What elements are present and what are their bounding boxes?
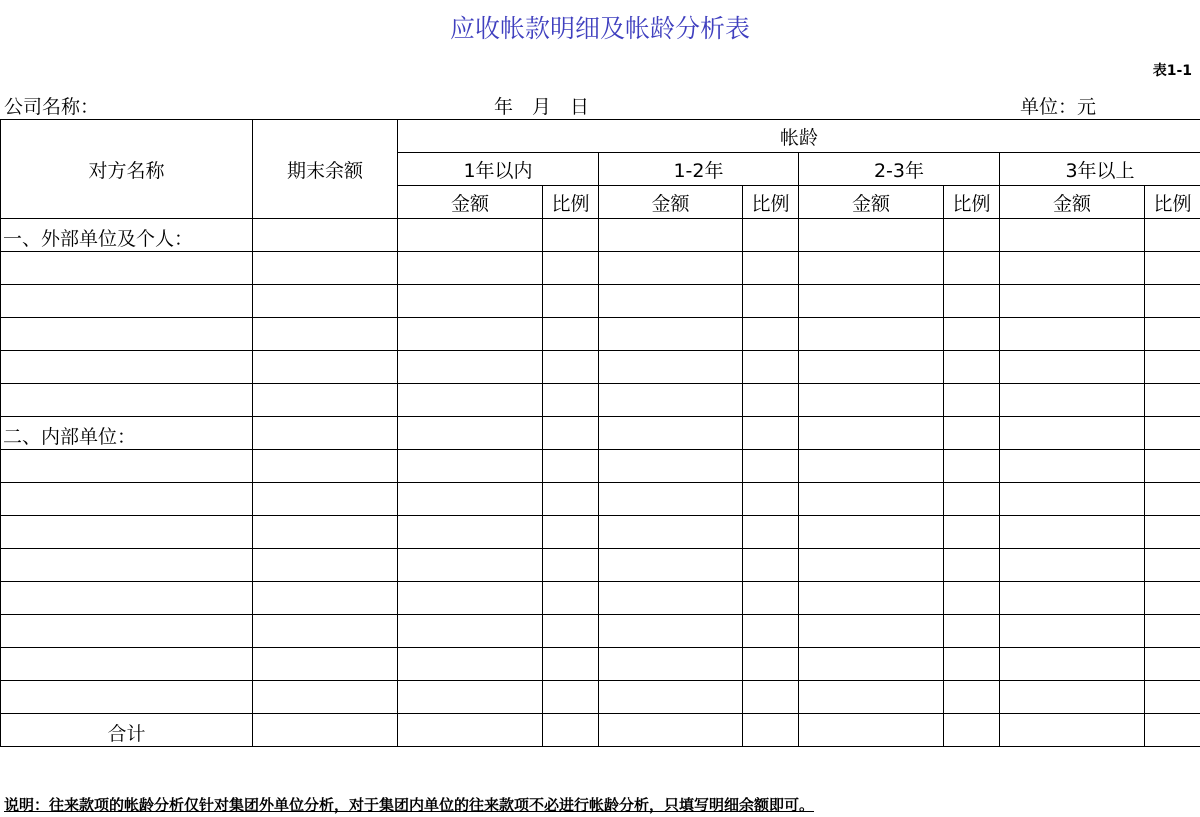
table-cell[interactable] [253, 582, 398, 615]
table-cell[interactable] [253, 384, 398, 417]
table-row [1, 648, 1200, 681]
table-cell[interactable] [398, 648, 543, 681]
header-amount: 金额 [1000, 186, 1145, 219]
table-cell[interactable] [398, 417, 543, 450]
table-cell[interactable] [743, 516, 799, 549]
header-bucket-4: 3年以上 [1000, 153, 1200, 186]
table-row [1, 483, 1200, 516]
table-cell[interactable] [253, 252, 398, 285]
table-cell[interactable] [253, 219, 398, 252]
table-cell[interactable] [398, 318, 543, 351]
table-row [1, 351, 1200, 384]
table-cell[interactable] [1145, 714, 1200, 747]
table-cell[interactable] [398, 483, 543, 516]
table-cell[interactable] [599, 384, 743, 417]
table-cell[interactable] [799, 417, 944, 450]
table-cell[interactable] [743, 318, 799, 351]
table-cell[interactable] [1145, 351, 1200, 384]
table-cell[interactable] [253, 285, 398, 318]
header-bucket-1: 1年以内 [398, 153, 599, 186]
table-cell[interactable] [1, 648, 253, 681]
table-cell[interactable] [599, 417, 743, 450]
section-row [1, 417, 1200, 450]
table-row [1, 285, 1200, 318]
table-row [1, 615, 1200, 648]
table-cell[interactable] [599, 483, 743, 516]
table-cell[interactable] [543, 516, 599, 549]
header-bucket-3: 2-3年 [799, 153, 1000, 186]
table-cell[interactable] [599, 681, 743, 714]
table-cell[interactable] [398, 582, 543, 615]
table-cell[interactable] [398, 615, 543, 648]
total-row [1, 714, 1200, 747]
table-number: 表1-1 [1152, 63, 1192, 79]
footnote: 说明：往来款项的帐龄分析仅针对集团外单位分析，对于集团内单位的往来款项不必进行帐龄分析，只填写明细余额即可。 [4, 796, 815, 814]
table-cell[interactable] [543, 483, 599, 516]
table-cell[interactable] [599, 318, 743, 351]
table-cell[interactable] [253, 714, 398, 747]
table-cell[interactable] [743, 417, 799, 450]
table-cell[interactable] [1000, 219, 1145, 252]
table-cell[interactable] [1000, 549, 1145, 582]
table-cell[interactable] [1000, 615, 1145, 648]
table-row [1, 516, 1200, 549]
table-cell[interactable] [1, 450, 253, 483]
table-cell[interactable] [398, 252, 543, 285]
table-cell[interactable] [1000, 351, 1145, 384]
table-cell[interactable] [799, 384, 944, 417]
table-cell[interactable] [944, 615, 1000, 648]
table-cell[interactable] [599, 351, 743, 384]
table-cell[interactable] [799, 648, 944, 681]
table-cell[interactable] [1145, 516, 1200, 549]
table-cell[interactable] [398, 384, 543, 417]
table-cell[interactable] [599, 615, 743, 648]
header-amount: 金额 [398, 186, 543, 219]
table-cell[interactable] [944, 318, 1000, 351]
section-internal-label: 二、内部单位： [1, 417, 253, 450]
table-cell[interactable] [743, 582, 799, 615]
table-cell[interactable] [743, 483, 799, 516]
table-row [1, 252, 1200, 285]
table-cell[interactable] [1145, 318, 1200, 351]
table-cell[interactable] [599, 648, 743, 681]
table-cell[interactable] [743, 252, 799, 285]
table-cell[interactable] [743, 681, 799, 714]
header-ratio: 比例 [543, 186, 599, 219]
header-ending-balance: 期末余额 [253, 120, 398, 219]
table-cell[interactable] [398, 714, 543, 747]
table-cell[interactable] [253, 615, 398, 648]
company-name-label: 公司名称： [4, 96, 100, 118]
table-cell[interactable] [1000, 252, 1145, 285]
table-cell[interactable] [1, 483, 253, 516]
table-cell[interactable] [944, 714, 1000, 747]
table-cell[interactable] [799, 450, 944, 483]
table-cell[interactable] [743, 615, 799, 648]
table-cell[interactable] [799, 516, 944, 549]
table-cell[interactable] [1145, 483, 1200, 516]
table-cell[interactable] [398, 549, 543, 582]
table-cell[interactable] [1, 285, 253, 318]
table-cell[interactable] [599, 450, 743, 483]
table-cell[interactable] [398, 285, 543, 318]
table-cell[interactable] [1000, 582, 1145, 615]
table-row [1, 582, 1200, 615]
section-row [1, 219, 1200, 252]
table-cell[interactable] [1, 582, 253, 615]
table-cell[interactable] [398, 516, 543, 549]
header-aging: 帐龄 [398, 120, 1200, 153]
table-cell[interactable] [398, 450, 543, 483]
table-cell[interactable] [599, 285, 743, 318]
table-cell[interactable] [543, 615, 599, 648]
table-cell[interactable] [1145, 450, 1200, 483]
table-cell[interactable] [253, 648, 398, 681]
table-cell[interactable] [543, 219, 599, 252]
table-cell[interactable] [1, 681, 253, 714]
table-cell[interactable] [599, 582, 743, 615]
table-cell[interactable] [799, 318, 944, 351]
header-ratio: 比例 [1145, 186, 1200, 219]
table-cell[interactable] [1000, 318, 1145, 351]
table-cell[interactable] [398, 351, 543, 384]
table-cell[interactable] [253, 417, 398, 450]
table-cell[interactable] [1000, 714, 1145, 747]
table-cell[interactable] [1145, 384, 1200, 417]
table-cell[interactable] [944, 351, 1000, 384]
table-cell[interactable] [543, 714, 599, 747]
table-cell[interactable] [1, 549, 253, 582]
table-cell[interactable] [799, 714, 944, 747]
table-cell[interactable] [944, 582, 1000, 615]
table-cell[interactable] [1145, 648, 1200, 681]
table-cell[interactable] [1000, 483, 1145, 516]
table-cell[interactable] [253, 483, 398, 516]
table-cell[interactable] [1, 384, 253, 417]
table-row [1, 681, 1200, 714]
table-cell[interactable] [1000, 384, 1145, 417]
table-cell[interactable] [543, 417, 599, 450]
table-cell[interactable] [398, 681, 543, 714]
table-cell[interactable] [1000, 450, 1145, 483]
table-cell[interactable] [543, 549, 599, 582]
table-row [1, 549, 1200, 582]
table-cell[interactable] [543, 351, 599, 384]
table-cell[interactable] [743, 450, 799, 483]
table-cell[interactable] [944, 384, 1000, 417]
table-cell[interactable] [543, 318, 599, 351]
table-cell[interactable] [599, 219, 743, 252]
header-ratio: 比例 [944, 186, 1000, 219]
report-title: 应收帐款明细及帐龄分析表 [449, 14, 750, 43]
table-cell[interactable] [799, 483, 944, 516]
table-cell[interactable] [743, 648, 799, 681]
table-cell[interactable] [799, 549, 944, 582]
header-bucket-2: 1-2年 [599, 153, 799, 186]
table-cell[interactable] [1145, 252, 1200, 285]
table-cell[interactable] [743, 285, 799, 318]
table-cell[interactable] [253, 318, 398, 351]
total-label: 合计 [1, 714, 253, 747]
table-cell[interactable] [743, 351, 799, 384]
section-external-label: 一、外部单位及个人： [1, 219, 253, 252]
header-counterparty: 对方名称 [1, 120, 253, 219]
table-cell[interactable] [1145, 285, 1200, 318]
table-cell[interactable] [944, 285, 1000, 318]
table-cell[interactable] [253, 351, 398, 384]
table-cell[interactable] [1145, 615, 1200, 648]
table-cell[interactable] [799, 252, 944, 285]
table-cell[interactable] [944, 681, 1000, 714]
table-cell[interactable] [944, 417, 1000, 450]
table-cell[interactable] [743, 384, 799, 417]
table-cell[interactable] [543, 252, 599, 285]
table-cell[interactable] [944, 450, 1000, 483]
table-cell[interactable] [1000, 516, 1145, 549]
table-cell[interactable] [1145, 582, 1200, 615]
table-cell[interactable] [1145, 219, 1200, 252]
table-cell[interactable] [944, 549, 1000, 582]
table-cell[interactable] [599, 252, 743, 285]
table-cell[interactable] [253, 450, 398, 483]
table-cell[interactable] [1, 351, 253, 384]
table-cell[interactable] [1145, 549, 1200, 582]
header-amount: 金额 [799, 186, 944, 219]
table-cell[interactable] [543, 681, 599, 714]
table-row [1, 450, 1200, 483]
table-cell[interactable] [799, 219, 944, 252]
table-cell[interactable] [743, 549, 799, 582]
table-cell[interactable] [1000, 681, 1145, 714]
table-cell[interactable] [1, 252, 253, 285]
table-cell[interactable] [1000, 285, 1145, 318]
table-row [1, 318, 1200, 351]
table-cell[interactable] [944, 483, 1000, 516]
table-cell[interactable] [543, 582, 599, 615]
table-cell[interactable] [599, 516, 743, 549]
table-cell[interactable] [944, 516, 1000, 549]
table-cell[interactable] [543, 450, 599, 483]
table-cell[interactable] [1, 615, 253, 648]
table-cell[interactable] [743, 219, 799, 252]
header-ratio: 比例 [743, 186, 799, 219]
table-row [1, 384, 1200, 417]
table-cell[interactable] [543, 648, 599, 681]
table-cell[interactable] [1000, 417, 1145, 450]
table-cell[interactable] [253, 516, 398, 549]
table-cell[interactable] [599, 714, 743, 747]
table-cell[interactable] [1145, 681, 1200, 714]
table-cell[interactable] [543, 285, 599, 318]
table-cell[interactable] [1, 318, 253, 351]
table-cell[interactable] [743, 714, 799, 747]
table-cell[interactable] [543, 384, 599, 417]
table-cell[interactable] [799, 615, 944, 648]
aging-table [0, 119, 1200, 747]
table-cell[interactable] [799, 351, 944, 384]
table-cell[interactable] [799, 582, 944, 615]
unit-label: 单位：元 [1020, 96, 1097, 118]
table-cell[interactable] [599, 549, 743, 582]
table-cell[interactable] [398, 219, 543, 252]
table-cell[interactable] [1000, 648, 1145, 681]
table-cell[interactable] [253, 549, 398, 582]
table-cell[interactable] [1, 516, 253, 549]
table-cell[interactable] [799, 285, 944, 318]
table-cell[interactable] [253, 681, 398, 714]
table-cell[interactable] [944, 252, 1000, 285]
table-cell[interactable] [944, 219, 1000, 252]
report-date-label: 年 月 日 [494, 96, 590, 118]
table-cell[interactable] [1145, 417, 1200, 450]
header-amount: 金额 [599, 186, 743, 219]
table-cell[interactable] [944, 648, 1000, 681]
table-cell[interactable] [799, 681, 944, 714]
